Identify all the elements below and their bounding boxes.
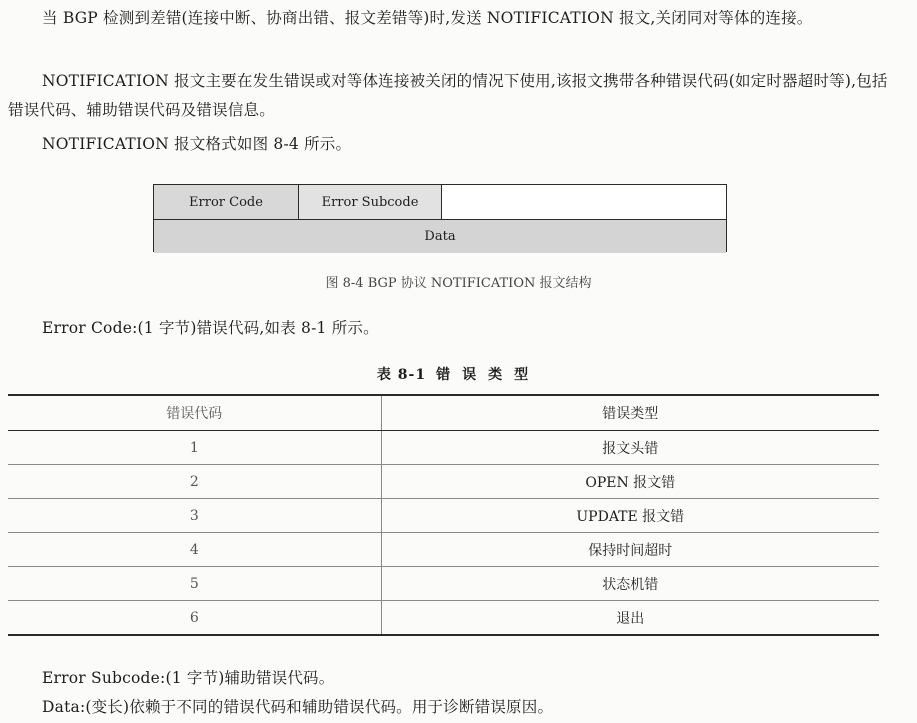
table-row bbox=[8, 601, 879, 636]
notification-format-diagram bbox=[153, 184, 727, 252]
error-type-table bbox=[8, 394, 879, 636]
table-title bbox=[0, 364, 917, 384]
figure-caption: 图 8-4 BGP 协议 NOTIFICATION 报文结构 bbox=[325, 276, 592, 291]
cell-type: 保持时间超时 bbox=[381, 533, 879, 567]
table-row bbox=[8, 465, 879, 499]
data-field-paragraph: Data:(变长)依赖于不同的错误代码和辅助错误代码。用于诊断错误原因。 bbox=[42, 698, 554, 716]
cell-code: 6 bbox=[8, 601, 381, 636]
error-subcode-paragraph: Error Subcode:(1 字节)辅助错误代码。 bbox=[42, 669, 335, 687]
data-field: Data bbox=[154, 220, 726, 253]
table-row bbox=[8, 567, 879, 601]
error-code-field: Error Code bbox=[154, 185, 299, 219]
intro-paragraph: 当 BGP 检测到差错(连接中断、协商出错、报文差错等)时,发送 NOTIFICATION 报文,关闭同对等体的连接。 bbox=[42, 9, 813, 27]
header-error-type: 错误类型 bbox=[381, 395, 879, 431]
header-error-code: 错误代码 bbox=[8, 395, 381, 431]
cell-code: 5 bbox=[8, 567, 381, 601]
cell-type: UPDATE 报文错 bbox=[381, 499, 879, 533]
table-row bbox=[8, 499, 879, 533]
table-number: 表 8-1 bbox=[376, 367, 427, 383]
cell-code: 2 bbox=[8, 465, 381, 499]
cell-code: 4 bbox=[8, 533, 381, 567]
table-row bbox=[8, 431, 879, 465]
cell-code: 1 bbox=[8, 431, 381, 465]
table-header-row bbox=[8, 395, 879, 431]
cell-code: 3 bbox=[8, 499, 381, 533]
cell-type: 状态机错 bbox=[381, 567, 879, 601]
notification-usage-paragraph: NOTIFICATION 报文主要在发生错误或对等体连接被关闭的情况下使用,该报文携带各种错误代码(如定时器超时等),包括错误代码、辅助错误代码及错误信息。 bbox=[8, 72, 888, 119]
empty-field bbox=[442, 185, 726, 219]
diagram-header-row bbox=[154, 185, 726, 220]
table-title-text: 错误类型 bbox=[436, 367, 541, 383]
cell-type: 退出 bbox=[381, 601, 879, 636]
format-reference-paragraph: NOTIFICATION 报文格式如图 8-4 所示。 bbox=[42, 135, 352, 153]
error-code-paragraph: Error Code:(1 字节)错误代码,如表 8-1 所示。 bbox=[42, 319, 379, 337]
table-row bbox=[8, 533, 879, 567]
cell-type: 报文头错 bbox=[381, 431, 879, 465]
cell-type: OPEN 报文错 bbox=[381, 465, 879, 499]
error-subcode-field: Error Subcode bbox=[299, 185, 442, 219]
